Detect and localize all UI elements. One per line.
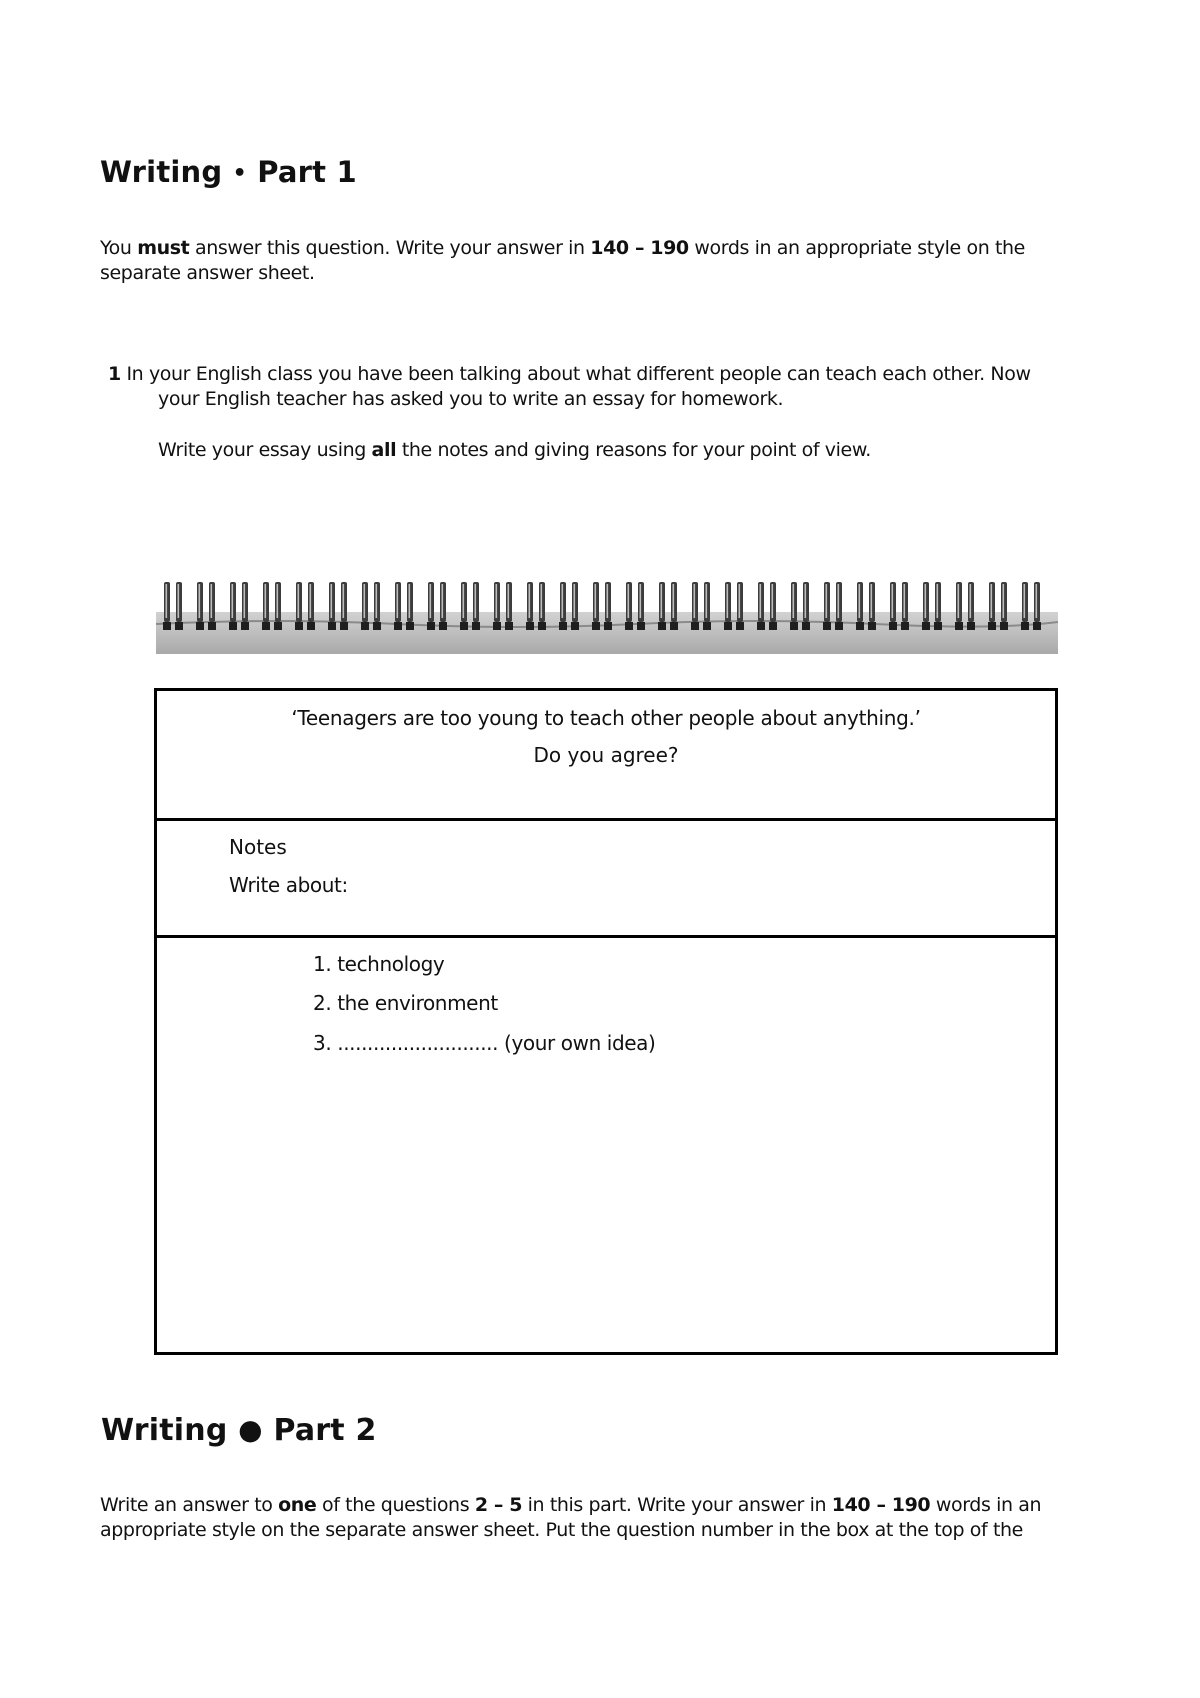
part2-word-count: 140 – 190 [831,1494,931,1516]
question-number: 1 [108,363,121,385]
part1-intro-line2: separate answer sheet. [100,262,315,284]
part2-heading-writing: Writing [101,1413,228,1448]
intro-text-3: words in an appropriate style on the [688,237,1025,259]
part2-text-1: Write an answer to [100,1494,279,1516]
part2-question-range: 2 – 5 [474,1494,523,1516]
note-item-1: 1. technology [313,952,445,976]
question-1 [108,362,1108,412]
part2-intro [100,1493,1110,1543]
question-1-instruction [158,438,1058,463]
bullet-icon: ● [238,1413,263,1446]
part1-intro-line1 [100,236,1100,261]
part1-heading-writing: Writing [100,155,223,189]
prompt-statement: ‘Teenagers are too young to teach other people about anything.’ [291,706,921,730]
prompt-question: Do you agree? [533,743,679,767]
part2-one: one [278,1494,317,1516]
write-about-label: Write about: [229,873,348,897]
bullet-icon: • [232,161,247,186]
intro-text-2: answer this question. Write your answer in [189,237,591,259]
part2-intro-line1 [100,1493,1110,1518]
intro-word-count: 140 – 190 [590,237,689,259]
part2-text-2: of the questions [316,1494,475,1516]
part2-text-4: words in an [930,1494,1042,1516]
intro-text-1: You [100,237,138,259]
part1-intro [100,236,1100,286]
notebook-items-box [154,935,1058,1355]
question-1-line1 [108,362,1108,387]
part2-heading [101,1413,377,1448]
question-1-line2: your English teacher has asked you to write an essay for homework. [158,388,784,410]
notebook-notes-box [154,818,1058,938]
notebook-prompt-box [154,688,1058,821]
note-item-2: 2. the environment [313,991,498,1015]
notes-label: Notes [229,835,287,859]
instruction-text-2: the notes and giving reasons for your point of view. [396,439,871,461]
part1-heading-part: Part 1 [257,155,357,189]
note-item-3: 3. ........................... (your own idea) [313,1031,656,1055]
notebook-spiral-binding [156,582,1058,654]
part1-heading [100,155,357,189]
instruction-text-1: Write your essay using [158,439,372,461]
question-1-text: In your English class you have been talking about what different people can teach each other. Now [120,363,1031,385]
intro-must: must [137,237,190,259]
part2-text-3: in this part. Write your answer in [522,1494,832,1516]
part2-intro-line2: appropriate style on the separate answer sheet. Put the question number in the box at the top of the [100,1519,1023,1541]
instruction-all: all [371,439,397,461]
part2-heading-part: Part 2 [273,1413,377,1448]
